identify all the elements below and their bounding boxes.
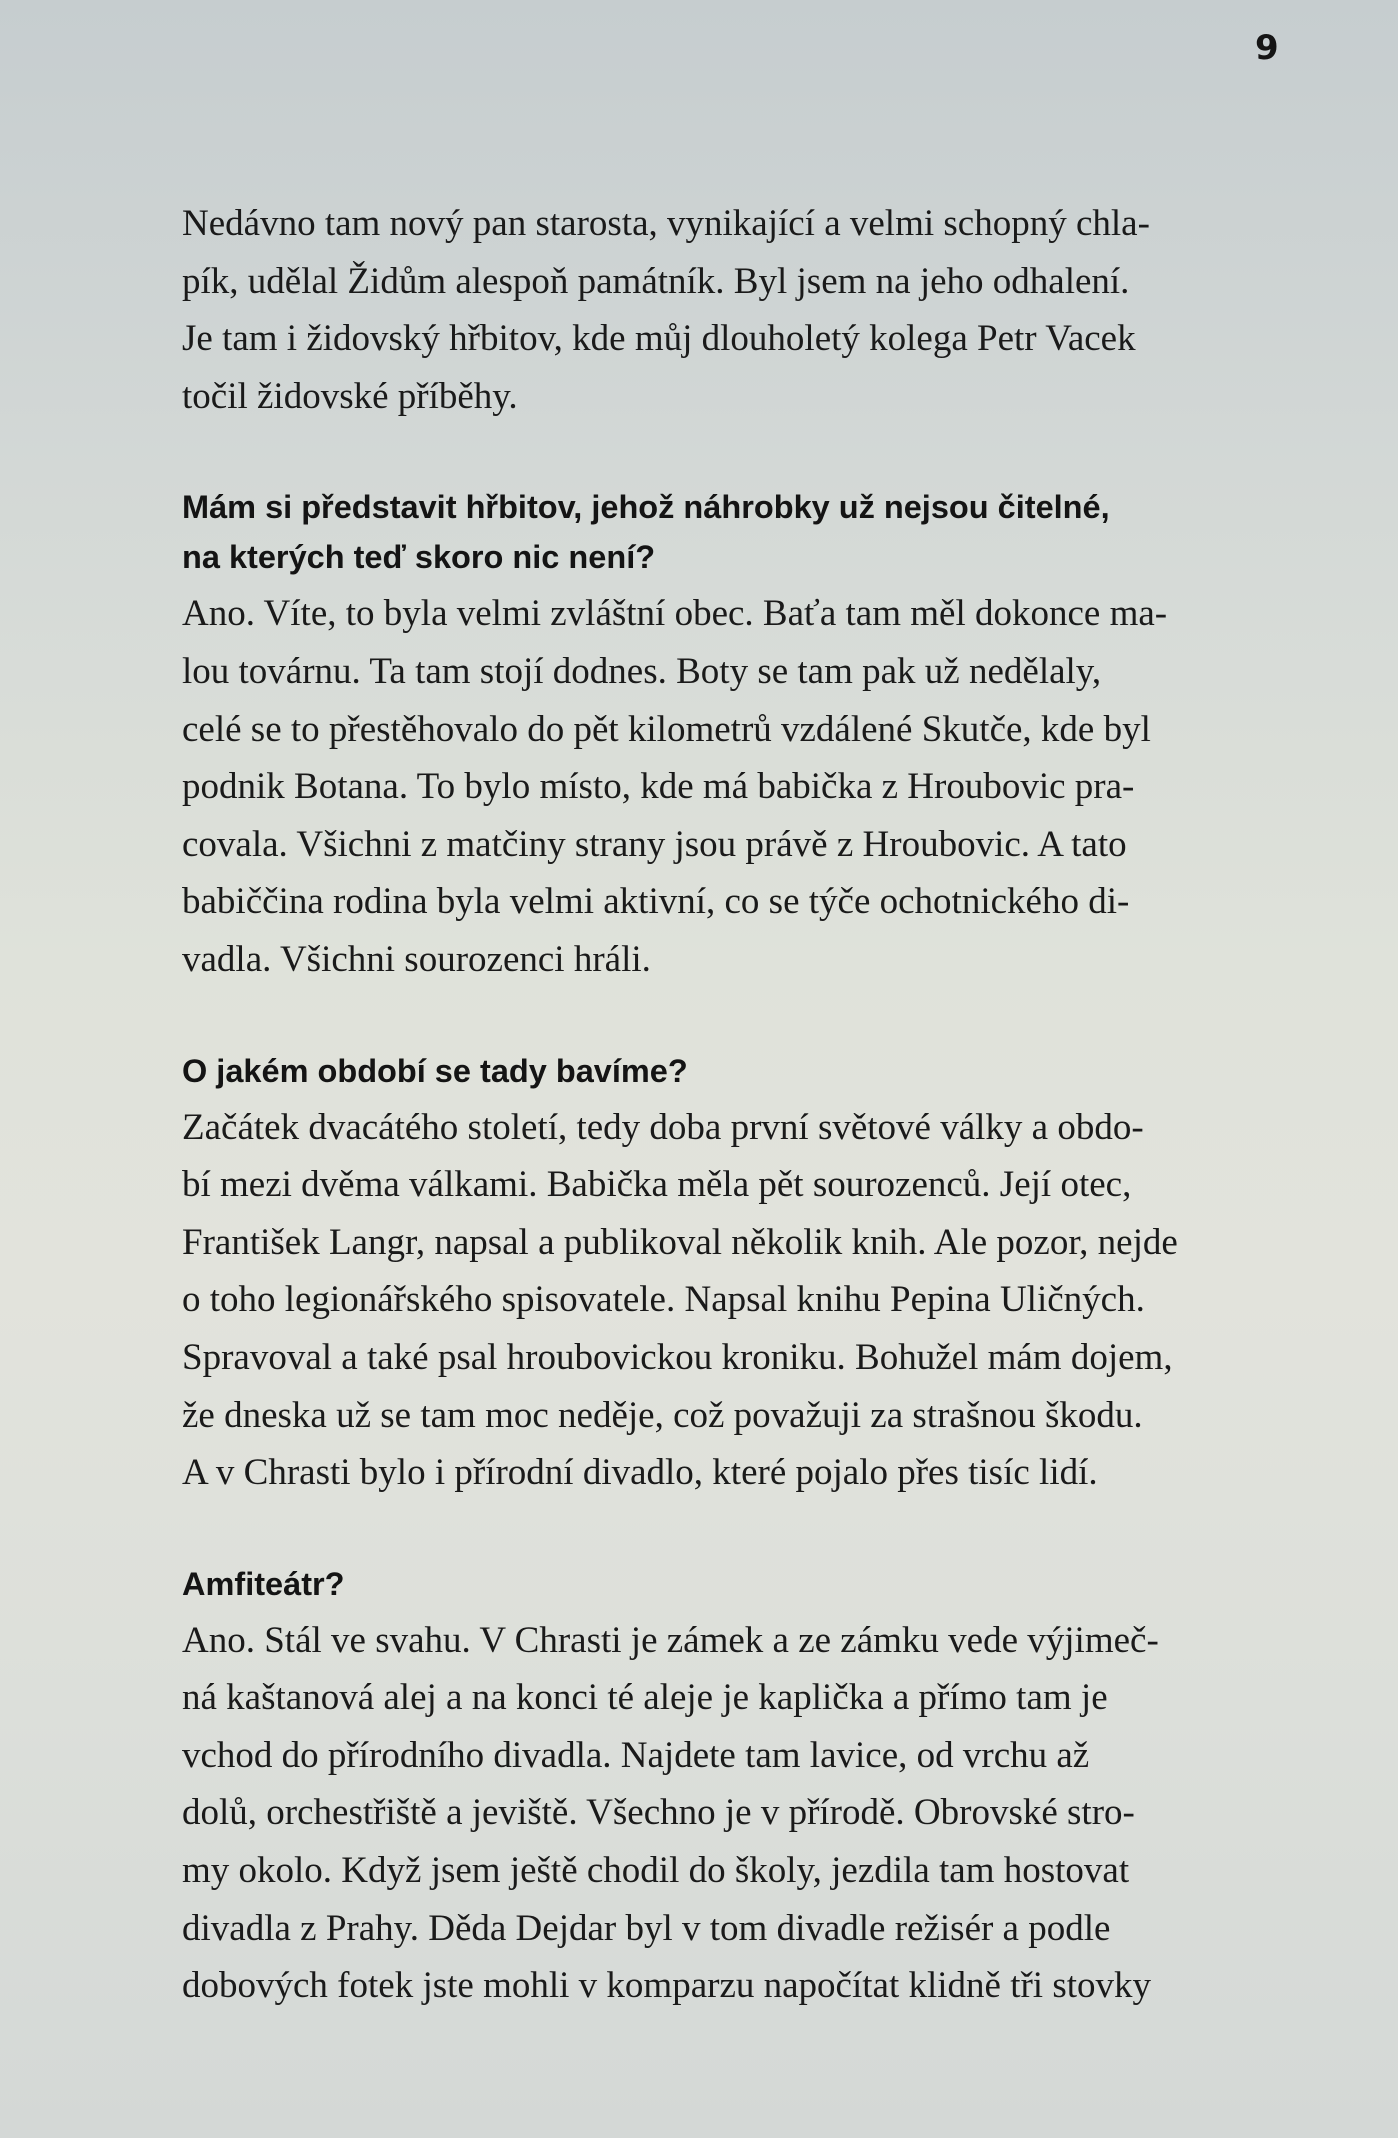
question-heading: O jakém období se tady bavíme? [182, 1052, 688, 1089]
qa-block-3 [182, 1559, 1284, 2015]
page-body [182, 195, 1284, 2072]
intro-paragraph: Nedávno tam nový pan starosta, vynikající a velmi schopný chla- pík, udělal Židům alespoň památník. Byl jsem na jeho odhalení. Je tam i židovský hřbitov, kde můj dlouholetý kolega Petr Vacek točil židovské příběhy. [182, 203, 1150, 417]
answer-paragraph: Ano. Víte, to byla velmi zvláštní obec. Baťa tam měl dokonce ma- lou továrnu. Ta tam stojí dodnes. Boty se tam pak už nedělaly, celé se to přestěhovalo do pět kilometrů vzdálené Skutče, kde byl podnik Botana. To bylo místo, kde má babička z Hroubovic pra- covala. Všichni z matčiny strany jsou právě z Hroubovic. A tato babiččina rodina byla velmi aktivní, co se týče ochotnického di- vadla. Všichni sourozenci hráli. [182, 593, 1168, 980]
answer-paragraph: Začátek dvacátého století, tedy doba první světové války a obdo- bí mezi dvěma válkami. Babička měla pět sourozenců. Její otec, František Langr, napsal a publikoval několik knih. Ale pozor, nejde o toho legionářského spisovatele. Napsal knihu Pepina Uličných. Spravoval a také psal hroubovickou kroniku. Bohužel mám dojem, že dneska už se tam moc neděje, což považuji za strašnou škodu. A v Chrasti bylo i přírodní divadlo, které pojalo přes tisíc lidí. [182, 1106, 1178, 1494]
qa-block-1 [182, 482, 1284, 988]
page-number: 9 [1255, 28, 1279, 68]
question-heading: Amfiteátr? [182, 1565, 345, 1602]
question-heading: Mám si představit hřbitov, jehož náhrobky už nejsou čitelné, na kterých teď skoro nic není? [182, 489, 1110, 576]
qa-block-2 [182, 1046, 1284, 1502]
intro-block [182, 195, 1284, 425]
answer-paragraph: Ano. Stál ve svahu. V Chrasti je zámek a ze zámku vede výjimeč- ná kaštanová alej a na konci té aleje je kaplička a přímo tam je vchod do přírodního divadla. Najdete tam lavice, od vrchu až dolů, orchestřiště a jeviště. Všechno je v přírodě. Obrovské stro- my okolo. Když jsem ještě chodil do školy, jezdila tam hostovat divadla z Prahy. Děda Dejdar byl v tom divadle režisér a podle dobových fotek jste mohli v komparzu napočítat klidně tři stovky [182, 1619, 1159, 2007]
